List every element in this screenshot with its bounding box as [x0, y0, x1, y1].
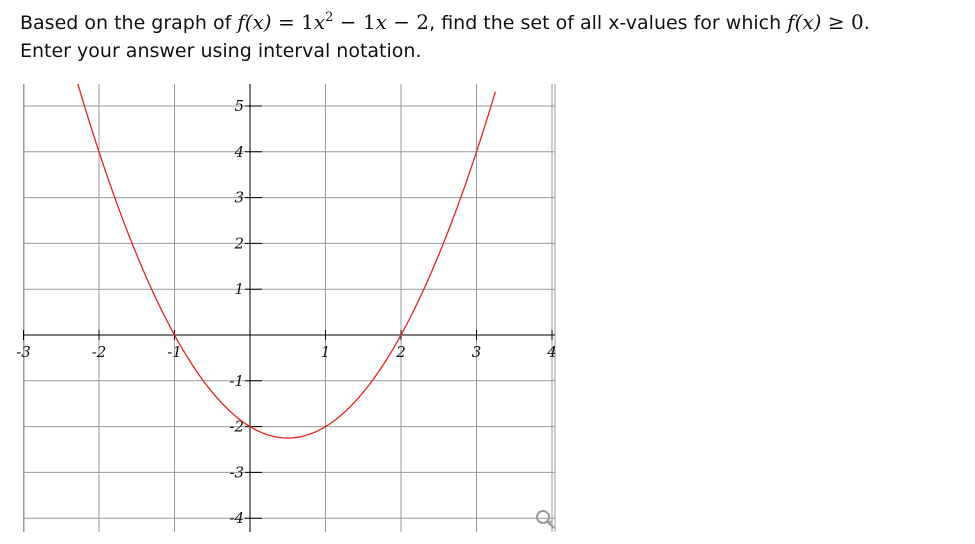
y-tick-label: -3 [229, 463, 244, 482]
x-tick-label: 2 [396, 343, 406, 361]
coefficient-a: 1 [301, 10, 314, 34]
axes [24, 84, 556, 532]
y-tick-label: 5 [234, 97, 244, 115]
inequality-expression [787, 10, 864, 34]
function-graph [0, 72, 590, 544]
x-tick-label: -2 [91, 343, 107, 361]
question-middle: , find the set of all x-values for which [429, 12, 788, 34]
question-instruction: Enter your answer using interval notation. [20, 40, 422, 62]
y-tick-label: -1 [229, 371, 244, 390]
x-tick-label: 4 [547, 343, 557, 361]
constant-c: 2 [416, 10, 430, 34]
x-squared-exponent: 2 [325, 10, 334, 25]
function-curve [54, 72, 496, 438]
x-tick-label: 3 [471, 343, 482, 361]
x-tick-label: -1 [167, 343, 182, 361]
y-tick-label: 2 [234, 234, 244, 253]
y-tick-label: -2 [229, 417, 244, 436]
function-expression [237, 10, 429, 34]
minus-sign: − [386, 10, 417, 34]
x-linear-term: x [375, 10, 387, 34]
minus-sign: − [333, 10, 363, 34]
x-tick-label: -3 [16, 343, 31, 361]
y-tick-label: 3 [234, 188, 244, 207]
question-intro: Based on the graph of [20, 12, 238, 34]
question-period: . [863, 12, 870, 34]
question-text [20, 8, 960, 65]
equals-sign: = [271, 10, 302, 34]
x-tick-label: 1 [320, 343, 331, 361]
function-name: f(x) [237, 10, 272, 34]
inequality-lhs: f(x) [787, 10, 822, 34]
grid [24, 84, 556, 532]
magnifier-icon[interactable] [537, 511, 554, 528]
y-tick-label: -4 [229, 509, 244, 528]
tick-labels [16, 97, 557, 527]
inequality-operator: ≥ [821, 10, 851, 34]
curve-layer [54, 72, 496, 438]
coefficient-b: 1 [362, 10, 376, 34]
y-tick-label: 1 [234, 280, 244, 299]
y-tick-label: 4 [234, 142, 244, 161]
x-squared-base: x [313, 10, 326, 34]
inequality-rhs: 0 [850, 10, 864, 34]
question-line-1 [20, 8, 960, 37]
